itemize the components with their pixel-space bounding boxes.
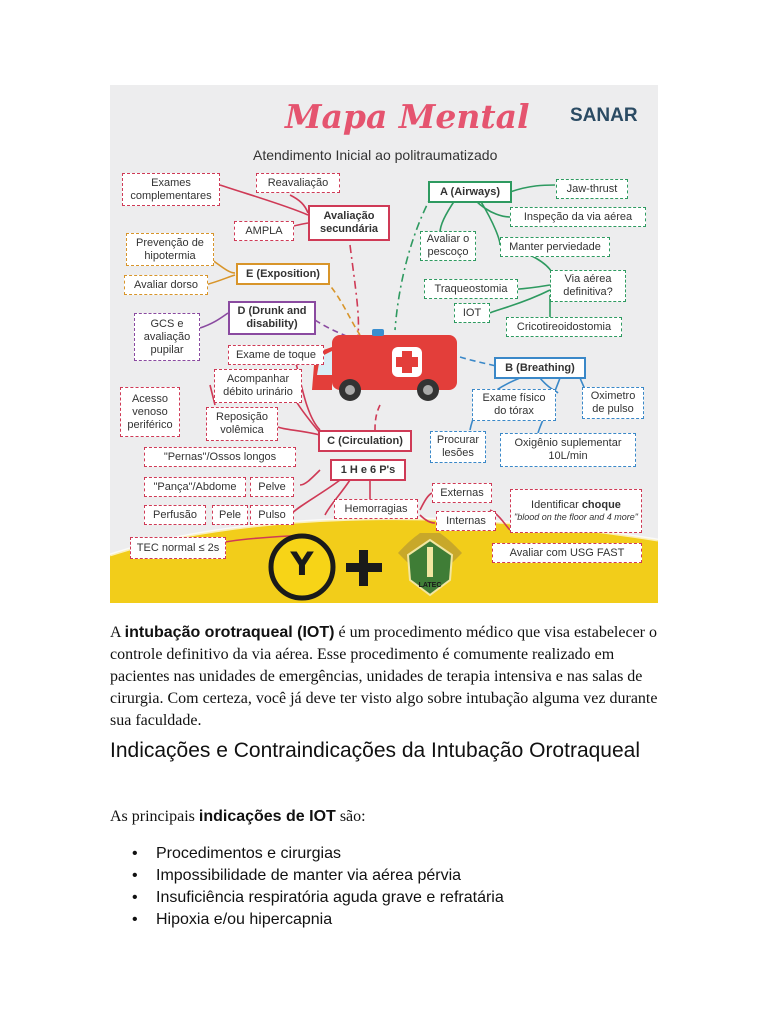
node-jaw-thrust: Jaw-thrust xyxy=(556,179,628,199)
y-logo-letter: Y xyxy=(290,545,314,583)
node-pele: Pele xyxy=(212,505,248,525)
node-cricotireoidostomia: Cricotireoidostomia xyxy=(506,317,622,337)
node-exame-toque: Exame de toque xyxy=(228,345,324,365)
mindmap-title: Mapa Mental xyxy=(285,97,530,136)
indications-list xyxy=(132,843,504,931)
mind-map-infographic xyxy=(110,85,658,603)
node-prevencao-hipotermia: Prevenção de hipotermia xyxy=(126,233,214,266)
node-oximetro-pulso: Oximetro de pulso xyxy=(582,387,644,419)
node-avaliar-usg-fast: Avaliar com USG FAST xyxy=(492,543,642,563)
brand-logo: SANAR xyxy=(570,105,638,126)
node-e-exposition: E (Exposition) xyxy=(236,263,330,285)
indications-intro xyxy=(110,806,658,828)
node-pernas-ossos-longos: "Pernas"/Ossos longos xyxy=(144,447,296,467)
choque-word: choque xyxy=(581,499,621,511)
node-externas: Externas xyxy=(432,483,492,503)
node-manter-perviedade: Manter perviedade xyxy=(500,237,610,257)
node-iot: IOT xyxy=(454,303,490,323)
node-ampla: AMPLA xyxy=(234,221,294,241)
choque-prefix: Identificar xyxy=(531,499,579,511)
intro-bold-term: intubação orotraqueal (IOT) xyxy=(124,624,335,641)
intro-prefix: A xyxy=(110,624,121,641)
node-reavaliacao: Reavaliação xyxy=(256,173,340,193)
node-reposicao-volemica: Reposição volêmica xyxy=(206,407,278,441)
list-item: • Procedimentos e cirurgias xyxy=(132,843,504,865)
choque-quote: "blood on the floor and 4 more" xyxy=(514,512,638,522)
node-avaliacao-secundaria: Avaliação secundária xyxy=(308,205,390,241)
node-perfusao: Perfusão xyxy=(144,505,206,525)
section-heading: Indicações e Contraindicações da Intubação Orotraqueal xyxy=(110,739,641,762)
node-pulso: Pulso xyxy=(250,505,294,525)
node-exame-fisico-torax: Exame físico do tórax xyxy=(472,389,556,421)
node-avaliar-dorso: Avaliar dorso xyxy=(124,275,208,295)
node-debito-urinario: Acompanhar débito urinário xyxy=(214,369,302,403)
node-d-drunk-disability: D (Drunk and disability) xyxy=(228,301,316,335)
node-exames-complementares: Exames complementares xyxy=(122,173,220,206)
node-gcs-pupilar: GCS e avaliação pupilar xyxy=(134,313,200,361)
node-oxigenio-suplementar: Oxigênio suplementar 10L/min xyxy=(500,433,636,467)
choque-line xyxy=(531,499,621,512)
list-item: • Impossibilidade de manter via aérea pérvia xyxy=(132,865,504,887)
crest-label: LATEC xyxy=(418,582,442,589)
node-via-aerea-definitiva: Via aérea definitiva? xyxy=(550,270,626,302)
node-acesso-venoso: Acesso venoso periférico xyxy=(120,387,180,437)
node-inspecao-via-aerea: Inspeção da via aérea xyxy=(510,207,646,227)
node-hemorragias: Hemorragias xyxy=(334,499,418,519)
node-traqueostomia: Traqueostomia xyxy=(424,279,518,299)
node-internas: Internas xyxy=(436,511,496,531)
node-a-airways: A (Airways) xyxy=(428,181,512,203)
node-pelve: Pelve xyxy=(250,477,294,497)
node-c-circulation: C (Circulation) xyxy=(318,430,412,452)
indications-bold: indicações de IOT xyxy=(198,808,336,825)
intro-paragraph xyxy=(110,622,658,732)
mindmap-subtitle: Atendimento Inicial ao politraumatizado xyxy=(253,147,498,163)
node-tec-normal: TEC normal ≤ 2s xyxy=(130,537,226,559)
node-avaliar-pescoco: Avaliar o pescoço xyxy=(420,231,476,261)
node-procurar-lesoes: Procurar lesões xyxy=(430,431,486,463)
ambulance-icon xyxy=(312,329,457,401)
list-item: • Hipoxia e/ou hipercapnia xyxy=(132,909,504,931)
indications-prefix: As principais xyxy=(110,808,195,825)
node-b-breathing: B (Breathing) xyxy=(494,357,586,379)
node-identificar-choque xyxy=(510,489,642,533)
node-panca-abdome: "Pança"/Abdome xyxy=(144,477,246,497)
node-1h-6ps: 1 H e 6 P's xyxy=(330,459,406,481)
indications-suffix: são: xyxy=(339,808,366,825)
intro-text: é um procedimento médico que visa estabelecer o controle definitivo da via aérea. Esse procedimento é comumente realizado em pacientes nas unidades de emergências, unidades de terapia intensiva e nas salas de cirurgia. Com certeza, você já deve ter visto algo sobre intubação alguma vez durante sua faculdade. xyxy=(110,624,658,729)
list-item: • Insuficiência respiratória aguda grave e refratária xyxy=(132,887,504,909)
